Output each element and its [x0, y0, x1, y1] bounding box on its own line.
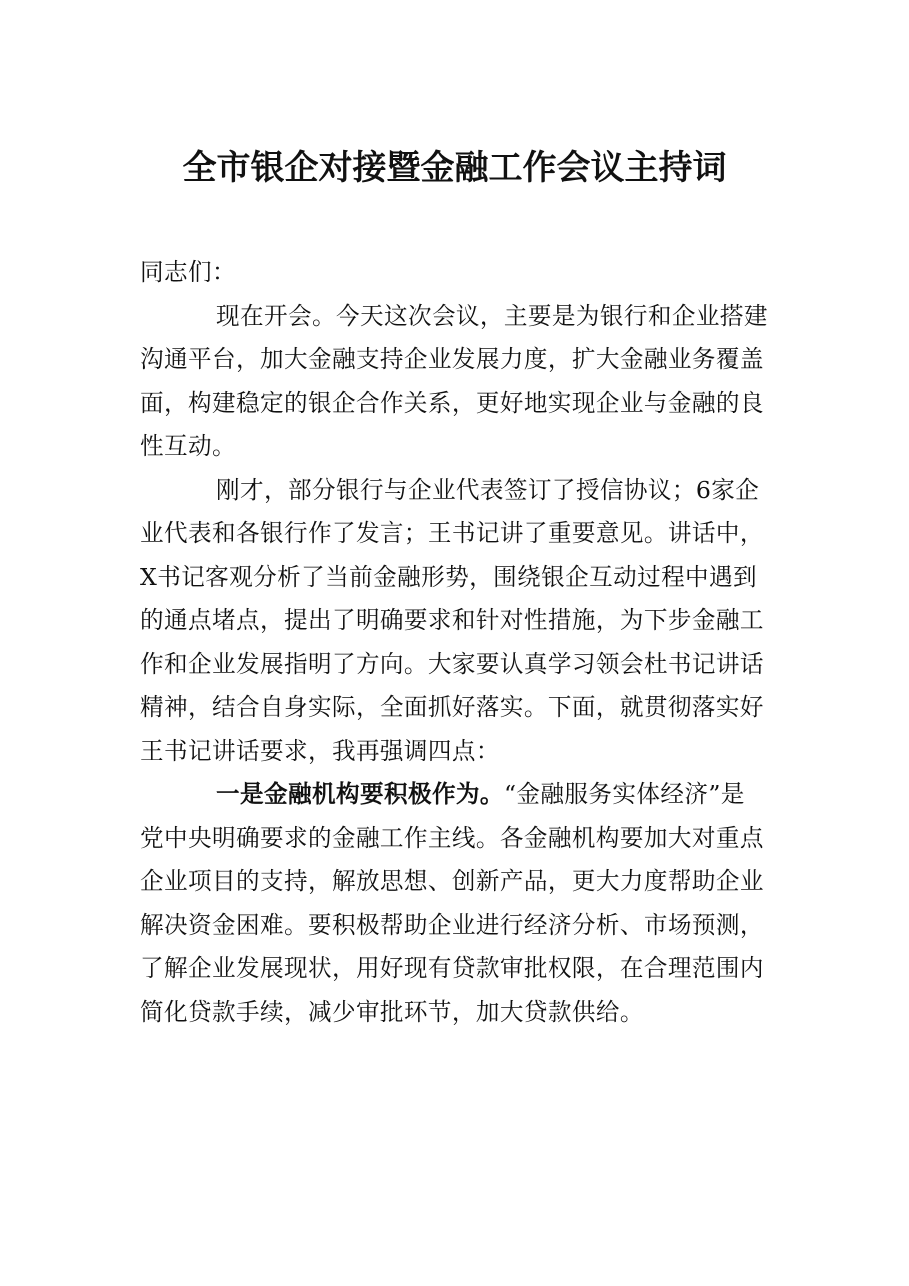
- salutation: 同志们：: [140, 258, 236, 286]
- paragraph-lead: 一是金融机构要积极作为。: [216, 780, 504, 808]
- paragraph-summary: [140, 469, 768, 774]
- paragraph-opening: [140, 295, 768, 469]
- paragraph-text: 现在开会。今天这次会议，主要是为银行和企业搭建沟通平台，加大金融支持企业发展力度，扩大金融业务覆盖面，构建稳定的银企合作关系，更好地实现企业与金融的良性互动。: [140, 301, 768, 460]
- paragraph-text: 刚才，部分银行与企业代表签订了授信协议；6家企业代表和各银行作了发言；王书记讲了重要意见。讲话中，X书记客观分析了当前金融形势，围绕银企互动过程中遇到的通点堵点，提出了明确要求和针对性措施，为下步金融工作和企业发展指明了方向。大家要认真学习领会杜书记讲话精神，结合自身实际，全面抓好落实。下面，就贯彻落实好王书记讲话要求，我再强调四点：: [140, 475, 764, 765]
- document-title: 全市银企对接暨金融工作会议主持词: [182, 148, 727, 188]
- paragraph-text: “金融服务实体经济”是党中央明确要求的金融工作主线。各金融机构要加大对重点企业项目的支持，解放思想、创新产品，更大力度帮助企业解决资金困难。要积极帮助企业进行经济分析、市场预测，了解企业发展现状，用好现有贷款审批权限，在合理范围内简化贷款手续，减少审批环节，加大贷款供给。: [140, 780, 764, 1026]
- paragraph-point-one: [140, 773, 768, 1034]
- document-body: [140, 251, 768, 1034]
